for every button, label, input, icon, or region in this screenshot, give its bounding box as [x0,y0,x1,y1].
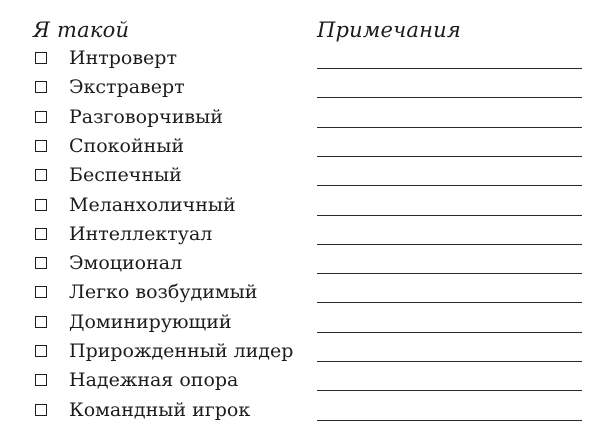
trait-checkbox[interactable] [35,52,47,64]
notes-line[interactable] [317,390,582,391]
trait-checkbox[interactable] [35,257,47,269]
trait-row [0,163,609,192]
trait-row [0,368,609,397]
trait-checkbox[interactable] [35,111,47,123]
trait-row [0,280,609,309]
trait-row [0,398,609,427]
trait-checkbox[interactable] [35,404,47,416]
trait-checkbox[interactable] [35,169,47,181]
notes-line[interactable] [317,68,582,69]
trait-label: Доминирующий [69,310,232,333]
trait-row [0,193,609,222]
trait-row [0,75,609,104]
notes-line[interactable] [317,215,582,216]
trait-checkbox[interactable] [35,286,47,298]
trait-checkbox[interactable] [35,140,47,152]
trait-row [0,251,609,280]
column-header-notes: Примечания [317,18,461,42]
trait-label: Надежная опора [69,369,239,392]
trait-label: Командный игрок [69,398,251,421]
trait-row [0,105,609,134]
trait-checkbox[interactable] [35,345,47,357]
trait-label: Меланхоличный [69,193,236,216]
trait-row [0,222,609,251]
trait-label: Разговорчивый [69,105,223,128]
notes-line[interactable] [317,185,582,186]
trait-checkbox[interactable] [35,374,47,386]
trait-checkbox[interactable] [35,199,47,211]
trait-label: Интеллектуал [69,222,213,245]
notes-line[interactable] [317,97,582,98]
notes-line[interactable] [317,420,582,421]
trait-label: Беспечный [69,164,182,187]
notes-line[interactable] [317,156,582,157]
trait-row [0,310,609,339]
notes-line[interactable] [317,244,582,245]
notes-line[interactable] [317,302,582,303]
trait-row [0,134,609,163]
trait-label: Интроверт [69,47,177,69]
trait-label: Легко возбудимый [69,281,258,304]
trait-checkbox[interactable] [35,81,47,93]
trait-checkbox[interactable] [35,228,47,240]
trait-label: Прирожденный лидер [69,340,294,362]
notes-line[interactable] [317,273,582,274]
trait-checkbox[interactable] [35,316,47,328]
notes-line[interactable] [317,332,582,333]
trait-row [0,46,609,75]
notes-line[interactable] [317,361,582,362]
notes-line[interactable] [317,127,582,128]
column-header-self: Я такой [33,18,130,42]
trait-label: Экстраверт [69,76,185,99]
trait-row [0,339,609,368]
trait-label: Эмоционал [69,252,183,275]
trait-label: Спокойный [69,134,185,157]
